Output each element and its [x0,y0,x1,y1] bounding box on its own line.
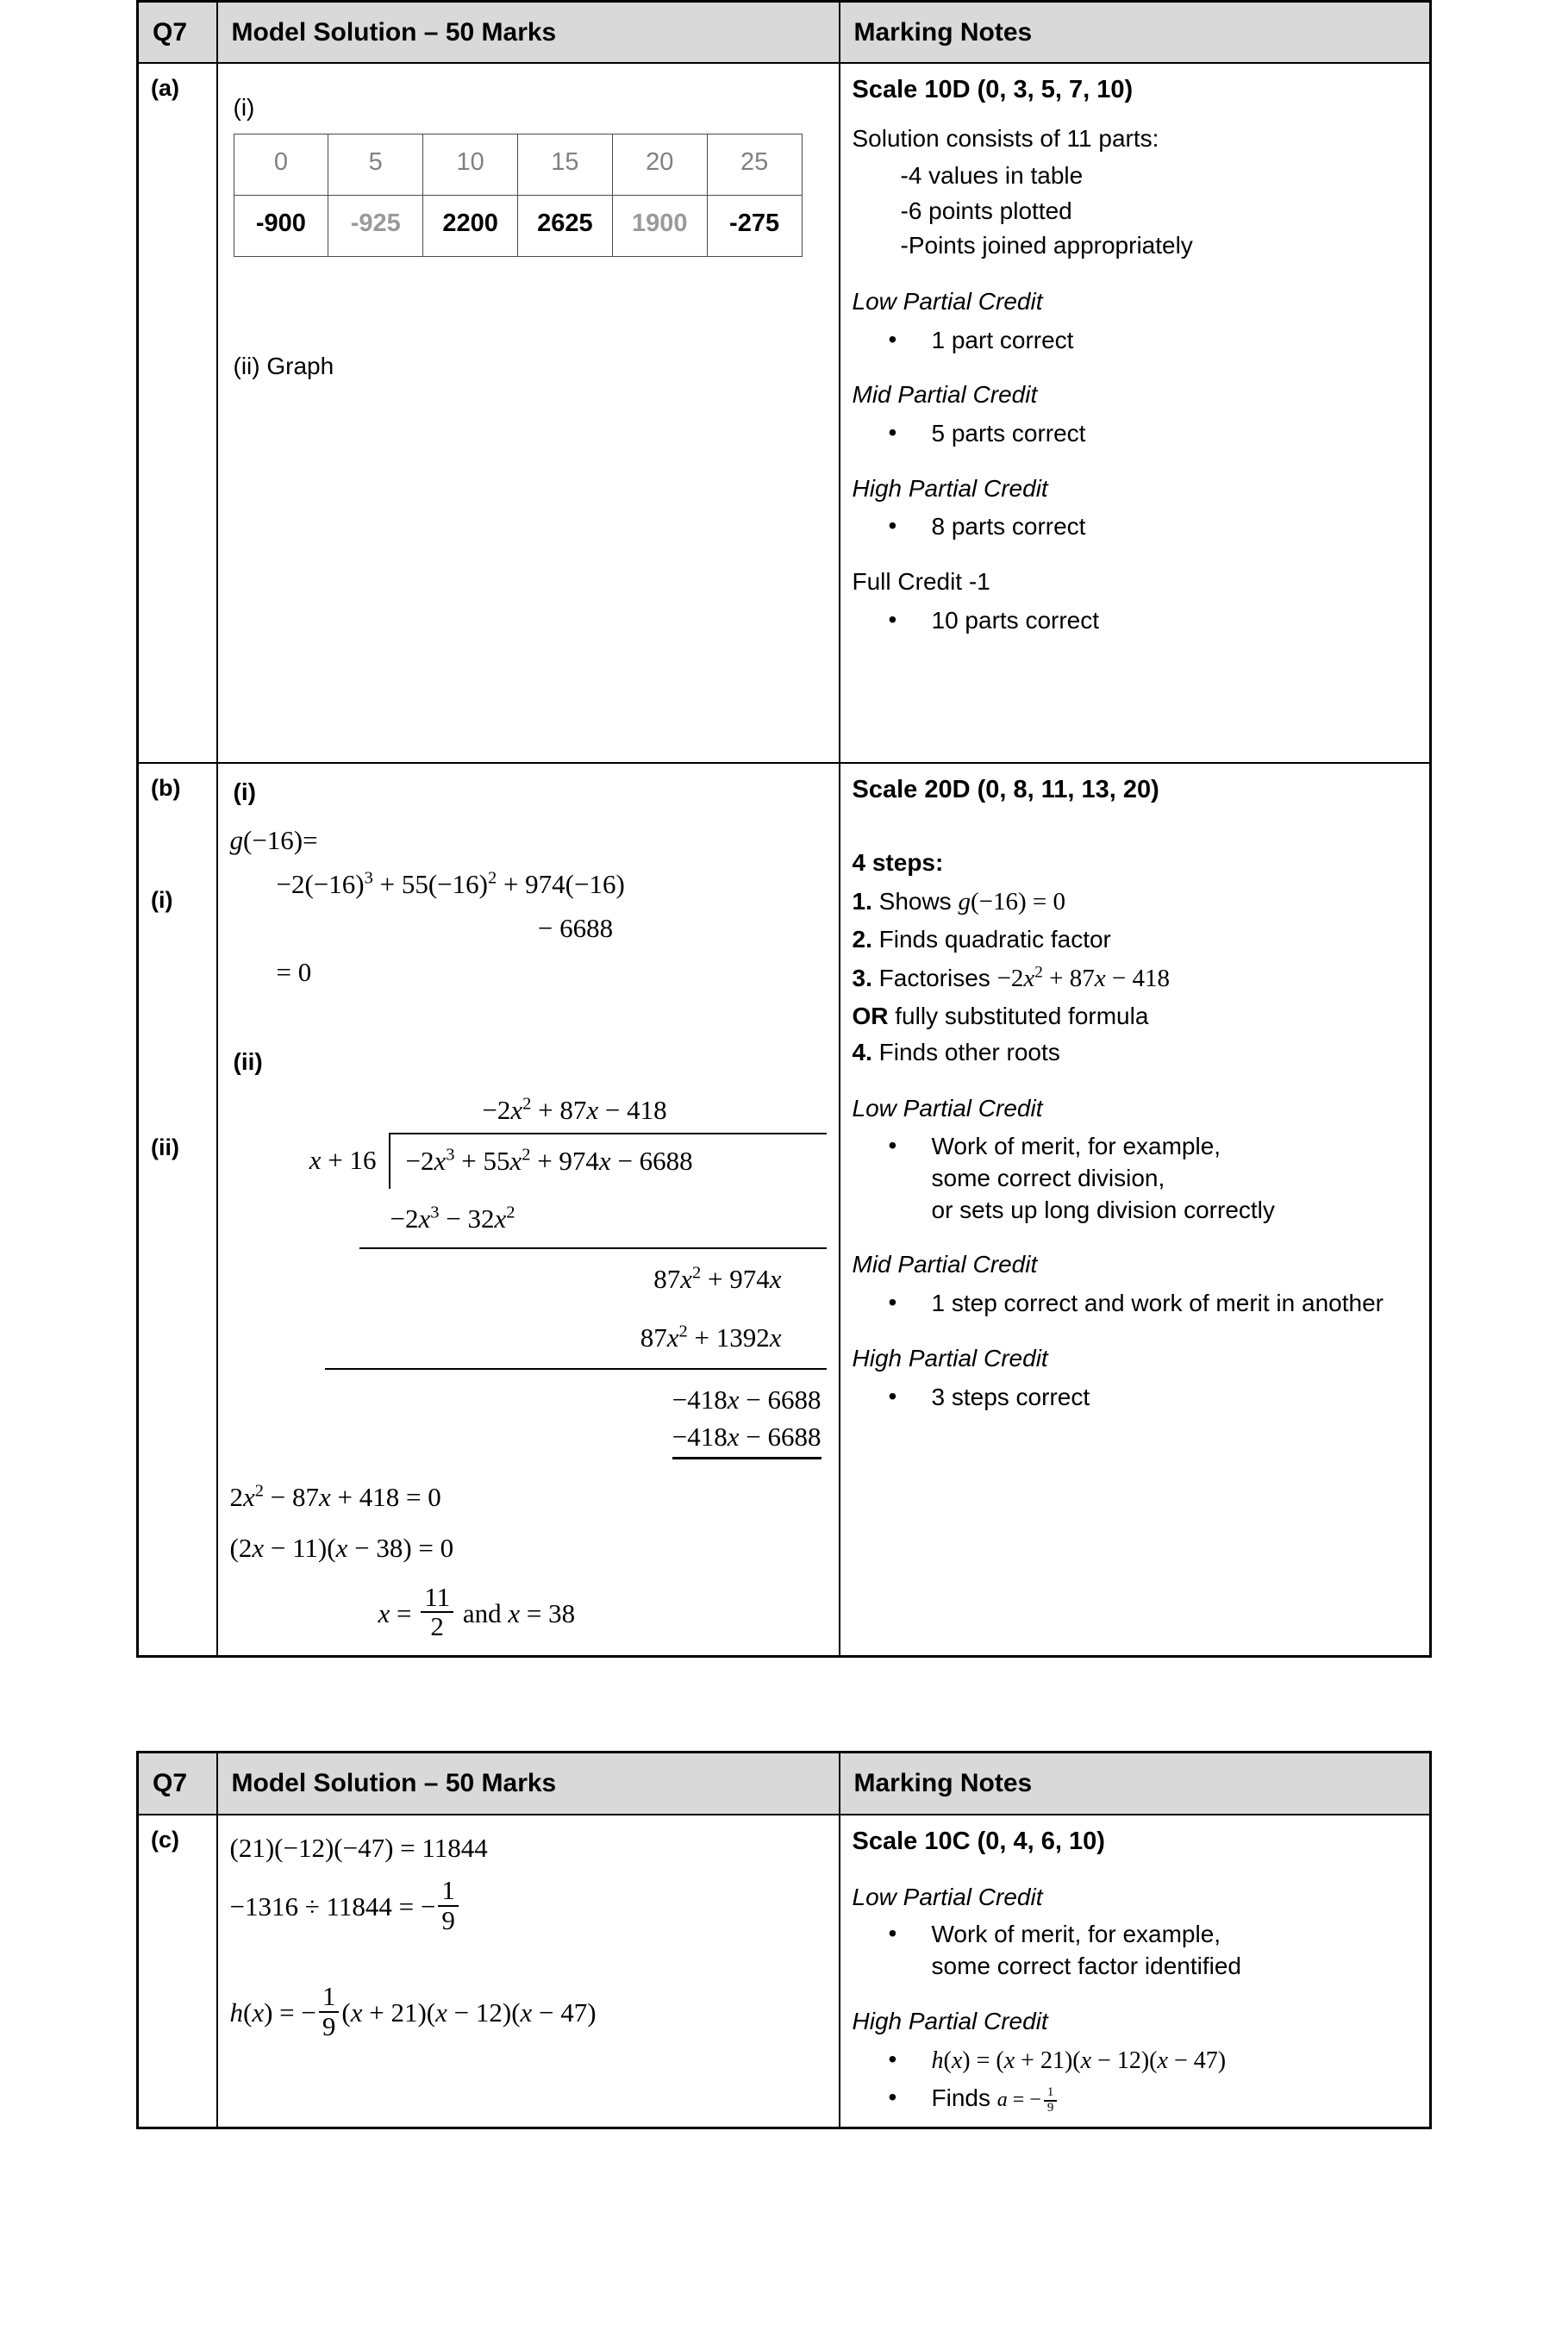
solution-cell-a [217,63,840,763]
x-value-cell: 15 [517,134,612,196]
x-value-cell: 5 [328,134,423,196]
y-value-cell: -925 [328,196,423,257]
solution-parts-intro: Solution consists of 11 parts: [852,125,1159,153]
g-eval-line-4: = 0 [276,956,312,987]
credit-bullet: • 10 parts correct [853,604,1418,637]
quadratic-solution [230,1478,827,1642]
credit-bullet: • 1 part correct [853,324,1418,357]
part-label-b-text: (b) [151,775,181,802]
table-header-row [138,2,1431,64]
solution-cell-b [217,763,840,1656]
step-text: fully substituted formula [895,1002,1149,1029]
header-question-label: Q7 [138,1753,217,1815]
long-division-step-2-result: −418x − 6688 [672,1384,821,1415]
step-item-2 [853,923,1418,957]
division-fraction [438,1874,459,1935]
long-division-step-2-subtract: $87x^2 + 1392x$ [640,1322,782,1353]
long-division-block [230,1092,827,1459]
part-label-b-ii: (ii) [151,1134,179,1160]
step-number: OR [852,1002,889,1029]
long-division-step-3-subtract: −418x − 6688 [230,1419,827,1459]
product-line: (21)(−12)(−47) = 11844 [229,1832,488,1863]
credit-bullet-hx: • h(x) = (x + 21)(x − 12)(x − 47) [853,2044,1418,2079]
credit-heading-mid: Mid Partial Credit [852,381,1038,409]
y-value-cell: -900 [234,196,328,257]
credit-heading-mid: Mid Partial Credit [852,1251,1038,1278]
part-a-i-label: (i) [233,94,255,122]
notes-cell-b [840,763,1431,1656]
credit-heading-high: High Partial Credit [852,1344,1048,1372]
hx-line: h(x) = − $\frac{1}{9}$ (x + 21)(x − 12)(x − 47) [229,1981,597,2042]
division-fraction-denominator: 9 [438,1905,459,1935]
solution-part-item: -Points joined appropriately [900,232,1193,259]
step-text: Finds other roots [878,1039,1060,1066]
part-a-ii-label: (ii) Graph [233,353,334,380]
table-row-b [138,763,1431,1656]
credit-heading-high: High Partial Credit [852,2008,1048,2035]
credit-bullets-mid [853,417,1418,450]
a-fraction: $\frac{1}{9}$ [1044,2086,1057,2115]
long-division-step-1-subtract: $-2x^3 - 32x^2$ [390,1203,515,1234]
credit-bullet: • 5 parts correct [853,417,1418,450]
x-value-cell: 20 [612,134,707,196]
credit-bullets-full [853,604,1418,637]
step-item-3: 3. Factorises $-2x^2 + 87x - 418$ [852,963,1170,992]
step-item-4 [853,1036,1418,1070]
scale-label-a: Scale 10D (0, 3, 5, 7, 10) [852,76,1134,104]
g-eval-line-1: g(−16)= [229,825,318,856]
solution-cell-c [217,1815,840,2128]
y-value-cell: 2625 [517,196,612,257]
part-c-working [230,1829,827,2041]
header-notes-label: Marking Notes [840,1753,1431,1815]
x-value-cell: 10 [423,134,518,196]
roots-line: x = $\frac{11}{2}$ and x = 38 [378,1581,576,1642]
table-row-a [138,63,1431,763]
scale-label-c: Scale 10C (0, 4, 6, 10) [852,1827,1105,1855]
spacer [853,822,1418,843]
y-value-cell: 1900 [612,196,707,257]
marking-scheme-table-1 [136,0,1432,1658]
g-eval-line-2: $-2(-16)^3 + 55(-16)^2 + 974(-16)$ [276,868,625,899]
step-number: 2. [852,926,872,953]
part-label-a: (a) [138,63,217,763]
step-item-or [853,1000,1418,1034]
x-value-cell: 25 [707,134,802,196]
long-division-step-1-result: $87x^2 + 974x$ [653,1263,782,1294]
credit-bullets-high [853,510,1418,543]
table-row-c [138,1815,1431,2128]
steps-title: 4 steps: [852,849,944,877]
solution-part-item: -6 points plotted [900,197,1072,224]
credit-heading-low: Low Partial Credit [852,1095,1043,1122]
root-fraction-numerator: 11 [424,1581,451,1612]
values-data-row [234,196,802,257]
step-text: Finds quadratic factor [878,926,1111,953]
marking-scheme-table-2 [136,1751,1432,2129]
long-division-rule-2 [325,1367,827,1370]
credit-bullet: • Work of merit, for example, some correct factor identified [853,1919,1418,1983]
credit-heading-low: Low Partial Credit [852,287,1043,315]
credit-heading-high: High Partial Credit [852,474,1048,502]
y-value-cell: -275 [707,196,802,257]
division-line [229,1874,827,1935]
notes-cell-c [840,1815,1431,2128]
credit-bullets-low [853,1919,1418,1983]
credit-bullet: • 8 parts correct [853,510,1418,543]
credit-bullets-mid [853,1287,1418,1320]
y-value-cell: 2200 [423,196,518,257]
credit-bullet: • 3 steps correct [853,1381,1418,1414]
table-spacer [0,1658,1568,1751]
long-division-rule-1 [359,1247,827,1249]
step-number: 1. [852,888,872,915]
solution-part-item: -4 values in table [900,162,1084,190]
part-label-b-i: (i) [151,886,173,913]
header-question-label: Q7 [138,2,217,64]
step-number: 4. [852,1039,872,1066]
g-eval-line-3: − 6688 [537,912,614,943]
root-fraction-denominator: 2 [421,1611,453,1641]
long-division-quotient: $-2x^2 + 87x - 418$ [482,1095,667,1126]
x-value-cell: 0 [234,134,328,196]
division-prefix: −1316 ÷ 11844 = − [229,1890,436,1921]
long-division-divisor: x + 16 [309,1145,377,1176]
hx-fraction-numerator: 1 [322,1981,336,2012]
values-header-row [234,134,802,196]
part-b-ii-label: (ii) [233,1047,263,1075]
header-solution-label: Model Solution – 50 Marks [217,1753,840,1815]
credit-heading-low: Low Partial Credit [852,1883,1043,1910]
division-fraction-numerator: 1 [441,1874,455,1905]
root-fraction [421,1581,453,1642]
values-table [234,134,803,257]
notes-cell-a [840,63,1431,763]
quadratic-line-2: (2x − 11)(x − 38) = 0 [229,1532,454,1563]
step-number: 3. [852,964,872,991]
credit-bullet-finds-a: • Finds a = − $\frac{1}{9}$ [853,2082,1418,2115]
part-b-i-label: (i) [233,778,256,806]
credit-bullets-high [853,1381,1418,1414]
part-label-b [138,763,217,1656]
hx-fraction-denominator: 9 [319,2011,340,2041]
long-division-dividend: $-2x^3 + 55x^2 + 974x - 6688$ [389,1133,827,1189]
header-notes-label: Marking Notes [840,2,1431,64]
table-header-row [138,1753,1431,1815]
credit-bullets-high [853,2044,1418,2115]
credit-bullets-low [853,324,1418,357]
g-eval-args: (−16)= [243,825,318,856]
long-division-main [230,1133,827,1189]
scale-label-b: Scale 20D (0, 8, 11, 13, 20) [852,776,1159,804]
header-solution-label: Model Solution – 50 Marks [217,2,840,64]
credit-heading-full: Full Credit -1 [852,568,990,596]
credit-bullets-low [853,1131,1418,1227]
quadratic-line-1: $2x^2 - 87x + 418 = 0$ [229,1481,441,1512]
credit-bullet: • 1 step correct and work of merit in another [853,1287,1418,1320]
part-label-c: (c) [138,1815,217,2128]
credit-bullet: • Work of merit, for example, some correct division, or sets up long division correctly [853,1131,1418,1227]
g-evaluation [230,822,827,992]
hx-fraction [319,1983,340,2041]
step-item-1: 1. Shows g(−16) = 0 [852,888,1065,916]
